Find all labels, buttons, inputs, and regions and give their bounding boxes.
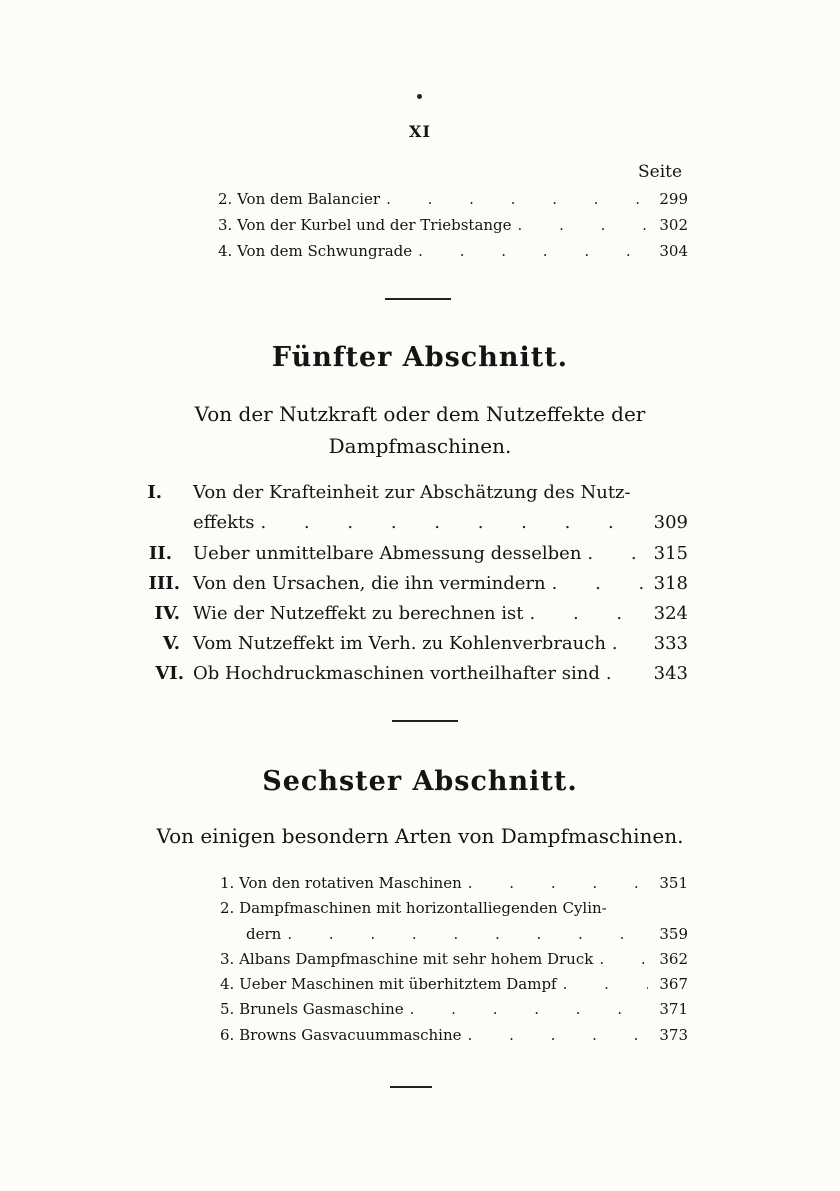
toc-entry: [220, 975, 688, 993]
toc-entry-label: 4. Ueber Maschinen mit überhitztem Dampf: [220, 975, 557, 993]
toc-leader: [404, 1000, 648, 1018]
toc-entry: [193, 512, 688, 533]
toc-roman-number: V.: [162, 633, 180, 654]
toc-entry-label: Wie der Nutzeffekt zu berechnen ist: [193, 603, 524, 624]
toc-entry-page: 324: [653, 603, 688, 624]
section-subtitle: Von der Nutzkraft oder dem Nutzeffekte der: [194, 402, 646, 426]
toc-entry-label-continued: dern: [246, 925, 282, 943]
toc-leader: [581, 543, 648, 564]
toc-entry-page: 333: [653, 633, 688, 654]
toc-entry-label: Von den Ursachen, die ihn vermindern: [193, 573, 546, 594]
toc-entry-label: Von der Krafteinheit zur Abschätzung des Nutz-: [193, 482, 631, 503]
toc-leader: [462, 1026, 648, 1044]
toc-roman-number: II.: [148, 543, 172, 564]
seite-column-label: Seite: [638, 162, 683, 182]
toc-entry-page: 304: [659, 242, 688, 260]
toc-roman-number: IV.: [154, 603, 180, 624]
toc-entry: [220, 1000, 688, 1018]
toc-leader: [380, 190, 648, 208]
toc-leader: [606, 633, 648, 654]
toc-entry-page: 351: [659, 874, 688, 892]
toc-leader: [546, 573, 648, 594]
toc-entry: [193, 573, 688, 594]
toc-entry: [220, 1026, 688, 1044]
toc-leader: [557, 975, 648, 993]
toc-leader: [600, 663, 648, 684]
toc-entry: [218, 242, 688, 260]
toc-entry: [193, 633, 688, 654]
toc-entry-label: Vom Nutzeffekt im Verh. zu Kohlenverbrauch: [193, 633, 606, 654]
section-title: Fünfter Abschnitt.: [271, 342, 569, 373]
section-title: Sechster Abschnitt.: [262, 766, 578, 797]
toc-entry-page: 343: [653, 663, 688, 684]
top-mark: [417, 94, 422, 99]
toc-entry-page: 315: [653, 543, 688, 564]
toc-entry: [220, 950, 688, 968]
toc-roman-number: VI.: [155, 663, 184, 684]
page-number: XI: [409, 122, 431, 141]
toc-entry: [218, 190, 688, 208]
section-divider: [385, 298, 451, 300]
toc-entry-page: 309: [653, 512, 688, 533]
toc-entry-page: 367: [659, 975, 688, 993]
toc-entry-page: 299: [659, 190, 688, 208]
section-divider: [390, 1086, 432, 1088]
section-subtitle: Von einigen besondern Arten von Dampfmaschinen.: [156, 824, 684, 848]
toc-leader: [512, 216, 648, 234]
toc-entry: [193, 663, 688, 684]
toc-roman-number: I.: [147, 482, 162, 503]
toc-leader: [412, 242, 648, 260]
toc-entry-page: 373: [659, 1026, 688, 1044]
toc-entry-page: 371: [659, 1000, 688, 1018]
toc-entry-page: 359: [659, 925, 688, 943]
toc-leader: [254, 512, 648, 533]
toc-entry: [220, 874, 688, 892]
toc-entry: [193, 603, 688, 624]
toc-entry-label: Ueber unmittelbare Abmessung desselben: [193, 543, 582, 564]
toc-entry-label: Ob Hochdruckmaschinen vortheilhafter sind: [193, 663, 600, 684]
toc-leader: [281, 925, 648, 943]
section-subtitle: Dampfmaschinen.: [328, 434, 512, 458]
toc-entry-label: 2. Dampfmaschinen mit horizontalliegenden Cylin-: [220, 899, 607, 917]
toc-entry-label: 1. Von den rotativen Maschinen: [220, 874, 462, 892]
toc-entry: [218, 216, 688, 234]
toc-leader: [462, 874, 648, 892]
toc-entry-label: 3. Von der Kurbel und der Triebstange: [218, 216, 512, 234]
toc-entry-label: 4. Von dem Schwungrade: [218, 242, 413, 260]
toc-leader: [593, 950, 648, 968]
toc-roman-number: III.: [148, 573, 180, 594]
toc-entry-page: 302: [659, 216, 688, 234]
toc-entry: [246, 925, 688, 943]
toc-entry-label: 6. Browns Gasvacuummaschine: [220, 1026, 462, 1044]
toc-entry-label: 3. Albans Dampfmaschine mit sehr hohem Druck: [220, 950, 594, 968]
toc-entry-label: 2. Von dem Balancier: [218, 190, 381, 208]
toc-entry-page: 318: [653, 573, 688, 594]
toc-entry-label-continued: effekts: [193, 512, 255, 533]
toc-entry-label: 5. Brunels Gasmaschine: [220, 1000, 404, 1018]
toc-entry-page: 362: [659, 950, 688, 968]
section-divider: [392, 720, 458, 722]
toc-entry: [193, 543, 688, 564]
toc-leader: [524, 603, 648, 624]
